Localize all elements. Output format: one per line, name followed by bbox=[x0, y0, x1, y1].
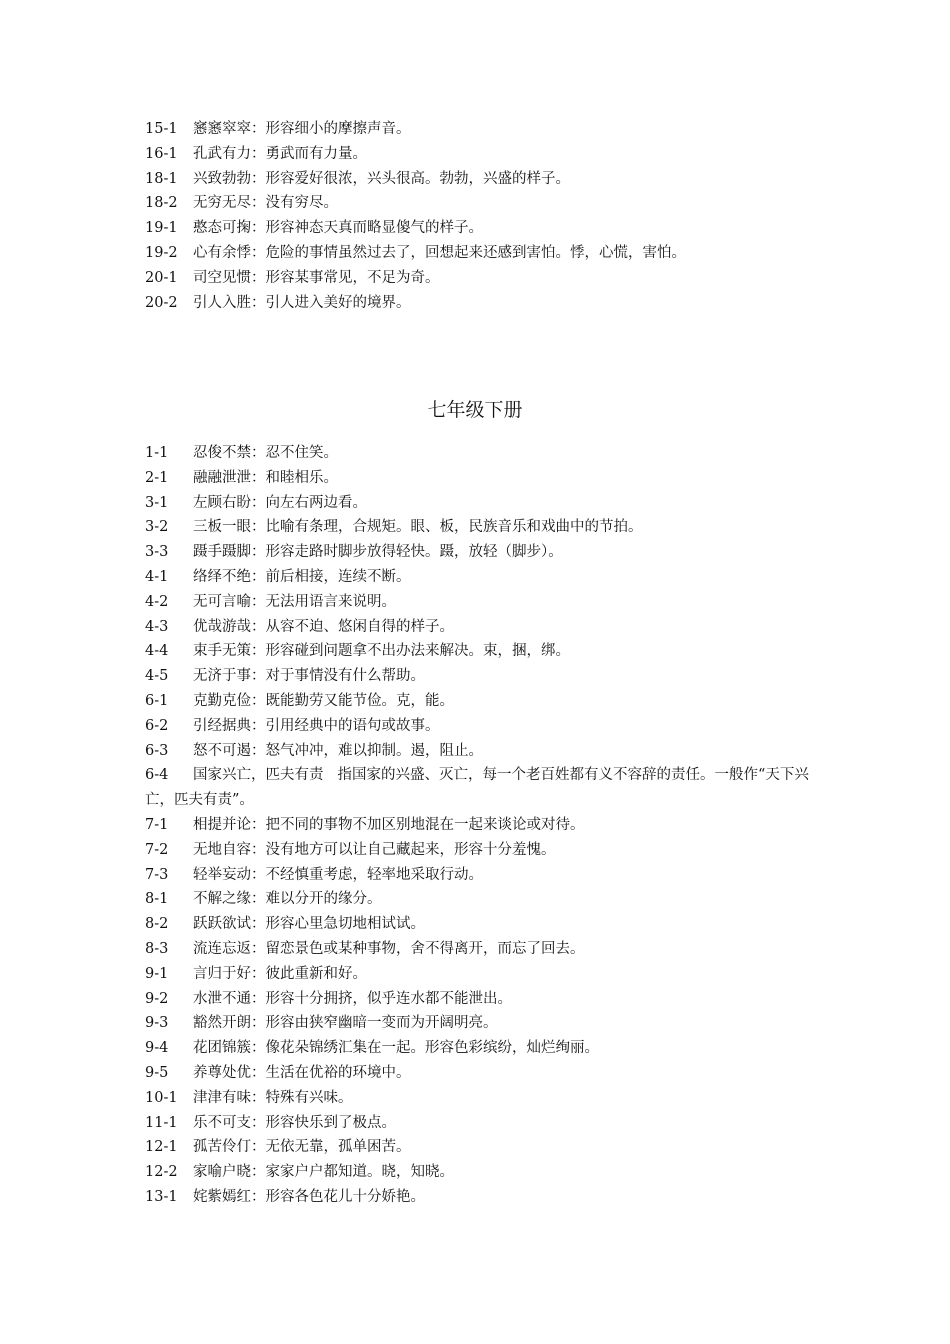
entry-text: 融融泄泄：和睦相乐。 bbox=[193, 469, 338, 486]
list-item bbox=[145, 987, 825, 1012]
entry-number: 4-2 bbox=[145, 593, 169, 610]
entry-text: 养尊处优：生活在优裕的环境中。 bbox=[193, 1064, 411, 1081]
entry-text: 津津有味：特殊有兴味。 bbox=[193, 1089, 353, 1106]
entry-number: 15-1 bbox=[145, 121, 178, 137]
entry-number: 9-5 bbox=[145, 1064, 169, 1081]
entry-number: 7-1 bbox=[145, 816, 169, 833]
entry-number: 4-4 bbox=[145, 643, 169, 660]
entry-number: 4-3 bbox=[145, 618, 169, 635]
entry-number: 3-1 bbox=[145, 494, 169, 511]
idiom-list-lower bbox=[145, 441, 825, 1210]
entry-number: 3-2 bbox=[145, 519, 169, 536]
list-item bbox=[145, 813, 825, 838]
entry-text: 兴致勃勃：形容爱好很浓，兴头很高。勃勃，兴盛的样子。 bbox=[193, 170, 570, 187]
entry-text: 无济于事：对于事情没有什么帮助。 bbox=[193, 668, 425, 685]
idiom-list-upper bbox=[145, 117, 825, 315]
list-item bbox=[145, 266, 825, 291]
entry-number: 1-1 bbox=[145, 445, 169, 461]
list-item bbox=[145, 241, 825, 266]
entry-text: 轻举妄动：不经慎重考虑，轻率地采取行动。 bbox=[193, 866, 483, 883]
entry-number: 8-2 bbox=[145, 916, 169, 933]
entry-text: 孤苦伶仃：无依无靠，孤单困苦。 bbox=[193, 1139, 411, 1156]
entry-number: 9-2 bbox=[145, 990, 169, 1007]
entry-number: 3-3 bbox=[145, 544, 169, 561]
entry-text: 无可言喻：无法用语言来说明。 bbox=[193, 593, 396, 610]
entry-number: 20-1 bbox=[145, 269, 178, 286]
entry-number: 13-1 bbox=[145, 1188, 178, 1205]
list-item bbox=[145, 763, 825, 813]
list-item bbox=[145, 565, 825, 590]
list-item bbox=[145, 639, 825, 664]
entry-text: 引经据典：引用经典中的语句或故事。 bbox=[193, 717, 440, 734]
entry-number: 7-2 bbox=[145, 841, 169, 858]
list-item bbox=[145, 838, 825, 863]
list-item bbox=[145, 216, 825, 241]
entry-definition: 指国家的兴盛、灭亡，每一个老百姓都有义不容辞的责任。一般作“天下兴亡，匹夫有责”。 bbox=[145, 767, 809, 809]
entry-number: 8-3 bbox=[145, 940, 169, 957]
entry-text: 流连忘返：留恋景色或某种事物，舍不得离开，而忘了回去。 bbox=[193, 940, 585, 957]
entry-number: 11-1 bbox=[145, 1114, 178, 1131]
entry-number: 6-1 bbox=[145, 692, 169, 709]
entry-text: 怒不可遏：怒气冲冲，难以抑制。遏，阻止。 bbox=[193, 742, 483, 759]
entry-text: 优哉游哉：从容不迫、悠闲自得的样子。 bbox=[193, 618, 454, 635]
list-item bbox=[145, 540, 825, 565]
list-item bbox=[145, 1036, 825, 1061]
section-title: 七年级下册 bbox=[427, 399, 523, 421]
entry-text: 无穷无尽：没有穷尽。 bbox=[193, 195, 338, 212]
list-item bbox=[145, 714, 825, 739]
list-item bbox=[145, 142, 825, 167]
list-item bbox=[145, 1160, 825, 1185]
entry-text: 引人入胜：引人进入美好的境界。 bbox=[193, 294, 411, 311]
list-item bbox=[145, 1135, 825, 1160]
entry-text: 无地自容：没有地方可以让自己藏起来，形容十分羞愧。 bbox=[193, 841, 556, 858]
list-item bbox=[145, 887, 825, 912]
list-item bbox=[145, 191, 825, 216]
entry-number: 9-3 bbox=[145, 1015, 169, 1032]
entry-text: 言归于好：彼此重新和好。 bbox=[193, 965, 367, 982]
entry-number: 18-2 bbox=[145, 195, 178, 212]
entry-number: 19-2 bbox=[145, 244, 178, 261]
entry-number: 4-1 bbox=[145, 568, 169, 585]
entry-number: 6-3 bbox=[145, 742, 169, 759]
entry-number: 12-1 bbox=[145, 1139, 178, 1156]
entry-number: 4-5 bbox=[145, 668, 169, 685]
entry-text: 心有余悸：危险的事情虽然过去了，回想起来还感到害怕。悸，心慌，害怕。 bbox=[193, 244, 686, 261]
entry-number: 9-1 bbox=[145, 965, 169, 982]
list-item bbox=[145, 117, 825, 142]
list-item bbox=[145, 689, 825, 714]
entry-text: 不解之缘：难以分开的缘分。 bbox=[193, 891, 382, 908]
list-item bbox=[145, 863, 825, 888]
entry-number: 6-4 bbox=[145, 767, 169, 784]
entry-number: 19-1 bbox=[145, 220, 178, 237]
entry-text: 络绎不绝：前后相接，连续不断。 bbox=[193, 568, 411, 585]
entry-text: 克勤克俭：既能勤劳又能节俭。克，能。 bbox=[193, 692, 454, 709]
list-item bbox=[145, 441, 825, 466]
entry-text: 豁然开朗：形容由狭窄幽暗一变而为开阔明亮。 bbox=[193, 1015, 498, 1032]
list-item bbox=[145, 912, 825, 937]
list-item bbox=[145, 291, 825, 316]
entry-text: 姹紫嫣红：形容各色花儿十分娇艳。 bbox=[193, 1188, 425, 1205]
entry-text: 三板一眼：比喻有条理，合规矩。眼、板，民族音乐和戏曲中的节拍。 bbox=[193, 519, 643, 536]
list-item bbox=[145, 590, 825, 615]
entry-text: 水泄不通：形容十分拥挤，似乎连水都不能泄出。 bbox=[193, 990, 512, 1007]
list-item bbox=[145, 1111, 825, 1136]
entry-number: 20-2 bbox=[145, 294, 178, 311]
entry-number: 18-1 bbox=[145, 170, 178, 187]
entry-number: 16-1 bbox=[145, 145, 178, 162]
entry-text: 束手无策：形容碰到问题拿不出办法来解决。束，捆，绑。 bbox=[193, 643, 570, 660]
entry-number: 10-1 bbox=[145, 1089, 178, 1106]
entry-text: 跃跃欲试：形容心里急切地相试试。 bbox=[193, 916, 425, 933]
list-item bbox=[145, 167, 825, 192]
entry-text: 窸窸窣窣：形容细小的摩擦声音。 bbox=[193, 121, 411, 137]
entry-text: 相提并论：把不同的事物不加区别地混在一起来谈论或对待。 bbox=[193, 816, 585, 833]
list-item bbox=[145, 739, 825, 764]
list-item bbox=[145, 664, 825, 689]
list-item bbox=[145, 1185, 825, 1210]
list-item bbox=[145, 1011, 825, 1036]
entry-text: 家喻户晓：家家户户都知道。晓，知晓。 bbox=[193, 1164, 454, 1181]
entry-idiom: 国家兴亡，匹夫有责 bbox=[193, 767, 324, 784]
entry-number: 12-2 bbox=[145, 1164, 178, 1181]
entry-number: 2-1 bbox=[145, 469, 169, 486]
list-item bbox=[145, 615, 825, 640]
list-item bbox=[145, 515, 825, 540]
entry-text: 憨态可掬：形容神态天真而略显傻气的样子。 bbox=[193, 220, 483, 237]
entry-number: 6-2 bbox=[145, 717, 169, 734]
entry-number: 7-3 bbox=[145, 866, 169, 883]
entry-text: 乐不可支：形容快乐到了极点。 bbox=[193, 1114, 396, 1131]
list-item bbox=[145, 962, 825, 987]
entry-number: 9-4 bbox=[145, 1040, 169, 1057]
entry-text: 左顾右盼：向左右两边看。 bbox=[193, 494, 367, 511]
list-item bbox=[145, 1061, 825, 1086]
list-item bbox=[145, 937, 825, 962]
entry-text: 蹑手蹑脚：形容走路时脚步放得轻快。蹑，放轻（脚步）。 bbox=[193, 544, 563, 561]
entry-text: 司空见惯：形容某事常见，不足为奇。 bbox=[193, 269, 440, 286]
list-item bbox=[145, 1086, 825, 1111]
list-item bbox=[145, 491, 825, 516]
entry-number: 8-1 bbox=[145, 891, 169, 908]
list-item bbox=[145, 466, 825, 491]
entry-text: 忍俊不禁：忍不住笑。 bbox=[193, 445, 338, 461]
entry-text: 孔武有力：勇武而有力量。 bbox=[193, 145, 367, 162]
entry-text: 花团锦簇：像花朵锦绣汇集在一起。形容色彩缤纷，灿烂绚丽。 bbox=[193, 1040, 599, 1057]
